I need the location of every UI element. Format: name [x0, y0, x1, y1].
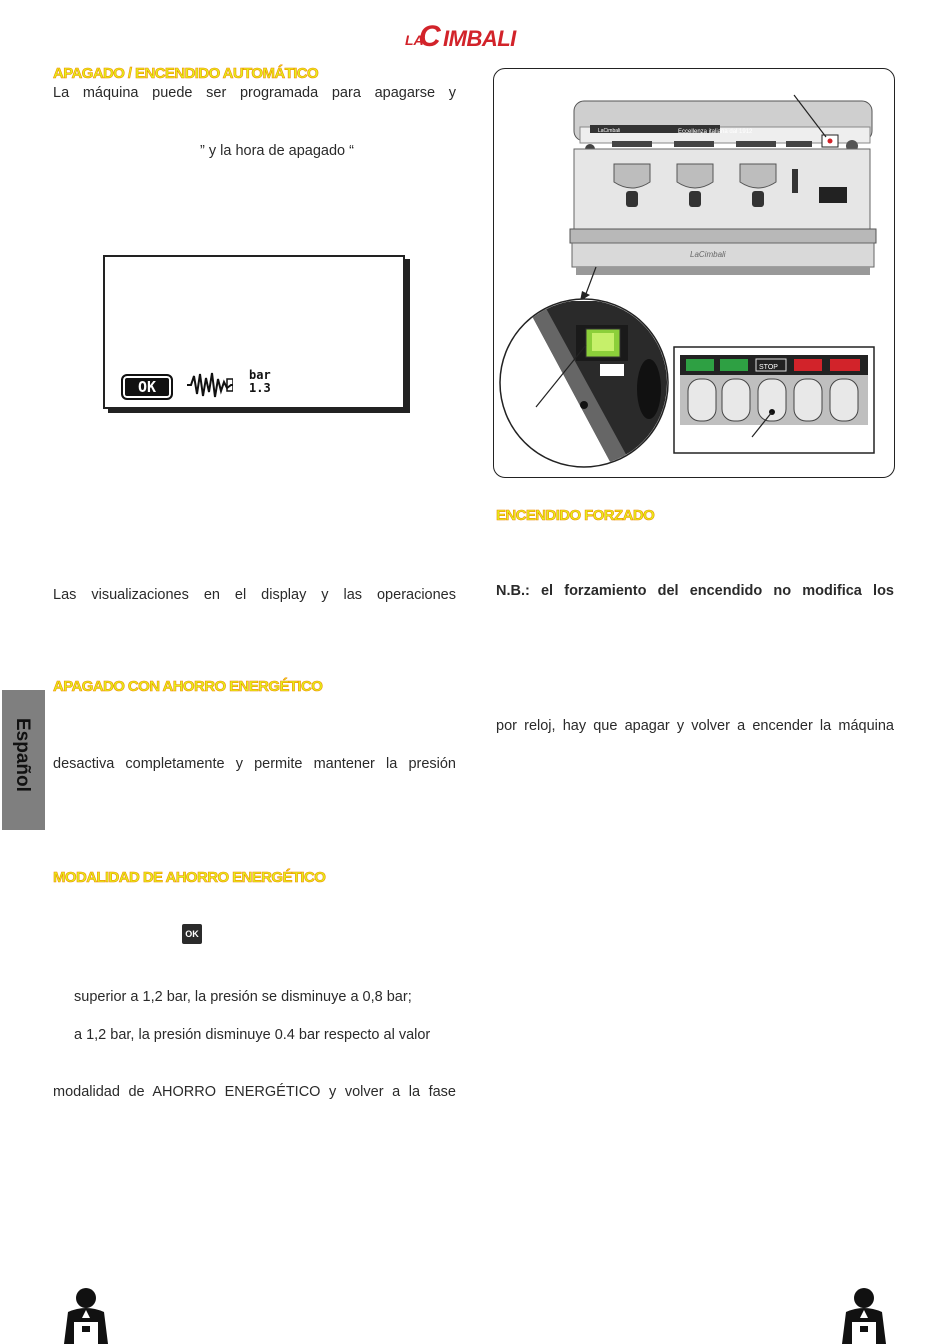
display-screen [103, 255, 405, 409]
heading-energy-saving-mode: MODALIDAD DE AHORRO ENERGÉTICO [53, 869, 326, 886]
language-tab: Español [2, 690, 45, 830]
heading-energy-saving-off: APAGADO CON AHORRO ENERGÉTICO [53, 678, 323, 695]
machine-tagline: Eccellenza italiana dal 1912 [678, 129, 753, 135]
paragraph-line: por reloj, hay que apagar y volver a encender la máquina [496, 718, 894, 734]
ok-button-icon: OK [182, 924, 202, 944]
espresso-machine-illustration [494, 69, 894, 477]
heading-forced-on: ENCENDIDO FORZADO [496, 507, 655, 524]
pressure-readout: bar 1.3 [249, 368, 271, 395]
paragraph-line: ” y la hora de apagado “ [200, 143, 354, 159]
svg-text:LaCimbali: LaCimbali [598, 128, 621, 134]
paragraph-line: La máquina puede ser programada para apagarse y [53, 85, 456, 101]
barista-icon [834, 1288, 894, 1344]
svg-text:LaCimbali: LaCimbali [690, 250, 726, 259]
heading-auto-on-off: APAGADO / ENCENDIDO AUTOMÁTICO [53, 65, 319, 82]
stop-label: STOP [759, 364, 778, 371]
brand-logo: LA C IMBALI [405, 20, 516, 53]
pump-wave-icon [187, 370, 233, 400]
paragraph-line: Las visualizaciones en el display y las operaciones [53, 587, 456, 603]
paragraph-line: desactiva completamente y permite mantener la presión [53, 756, 456, 772]
paragraph-line: N.B.: el forzamiento del encendido no modifica los [496, 583, 894, 599]
paragraph-line: modalidad de AHORRO ENERGÉTICO y volver a la fase [53, 1084, 456, 1100]
paragraph-line: superior a 1,2 bar, la presión se disminuye a 0,8 bar; [74, 989, 412, 1005]
ok-icon: OK [121, 374, 173, 400]
machine-figure [493, 68, 895, 478]
barista-icon [56, 1288, 116, 1344]
paragraph-line: a 1,2 bar, la presión disminuye 0.4 bar respecto al valor [74, 1027, 431, 1043]
